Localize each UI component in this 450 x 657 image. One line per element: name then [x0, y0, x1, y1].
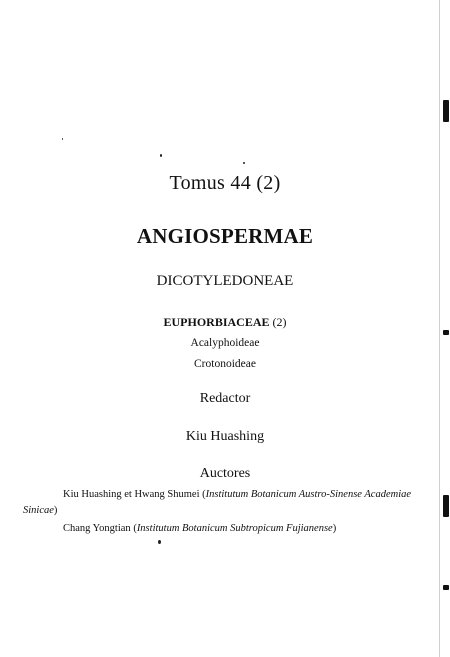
scan-speck: [160, 154, 162, 157]
volume-title: Tomus 44 (2): [169, 172, 281, 194]
redactor-heading: Redactor: [199, 391, 251, 406]
author-institution: Institutum Botanicum Subtropicum Fujianense: [136, 523, 333, 534]
author-entry-1-continued: Sinicae): [23, 505, 58, 516]
subfamily-acalyphoideae: Acalyphoideae: [190, 337, 260, 349]
author-institution: Institutum Botanicum Austro-Sinense Academiae: [205, 489, 412, 500]
family-heading: [0, 315, 450, 330]
redactor-name: Kiu Huashing: [185, 429, 265, 444]
subfamily-crotonoideae: Crotonoideae: [194, 358, 256, 370]
binding-mark: [443, 585, 449, 590]
scan-speck: [158, 540, 161, 544]
author-names: Chang Yongtian: [63, 523, 131, 534]
author-institution-continued: Sinicae: [23, 505, 54, 516]
binding-mark: [443, 330, 449, 335]
auctores-heading: Auctores: [199, 466, 251, 481]
class-heading: DICOTYLEDONEAE: [156, 273, 294, 289]
family-name: EUPHORBIACEAE: [163, 315, 270, 329]
author-names: Kiu Huashing et Hwang Shumei: [63, 489, 200, 500]
author-entry-1: Kiu Huashing et Hwang Shumei (Institutum Botanicum Austro-Sinense Academiae: [63, 489, 412, 500]
scan-speck: [62, 138, 63, 140]
family-part: (2): [272, 315, 287, 329]
division-heading: ANGIOSPERMAE: [136, 224, 314, 248]
scan-speck: [243, 162, 245, 164]
author-entry-2: Chang Yongtian (Institutum Botanicum Subtropicum Fujianense): [63, 523, 337, 534]
binding-mark: [443, 495, 449, 517]
binding-mark: [443, 100, 449, 122]
